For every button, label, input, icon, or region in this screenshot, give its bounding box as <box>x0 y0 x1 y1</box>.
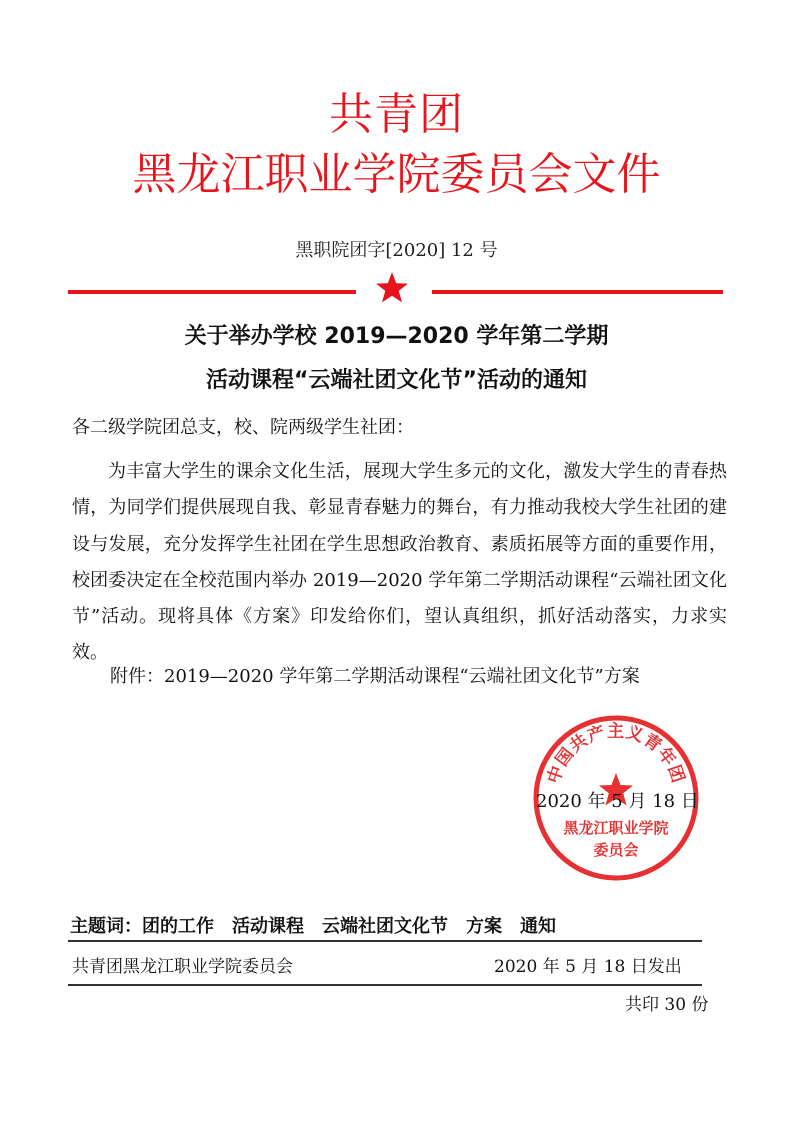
seal-center-line2: 委员会 <box>593 841 639 859</box>
seal-center-line1: 黑龙江职业学院 <box>563 819 669 837</box>
footer-rule-bottom <box>68 984 702 986</box>
issuer: 共青团黑龙江职业学院委员会 <box>72 957 293 977</box>
document-number: 黑职院团字[2020] 12 号 <box>295 240 498 261</box>
red-divider-right <box>432 290 723 294</box>
copies-count: 共印 30 份 <box>625 995 709 1015</box>
issued-date: 2020 年 5 月 18 日发出 <box>494 957 682 977</box>
red-star-icon <box>374 270 410 306</box>
notice-title-line2: 活动课程“云端社团文化节”活动的通知 <box>206 368 587 393</box>
seal-arc-text: 中国共产主义青年团 <box>543 721 689 787</box>
org-title-line2: 黑龙江职业学院委员会文件 <box>132 149 661 200</box>
org-title-line1: 共青团 <box>329 89 464 140</box>
notice-title-line1: 关于举办学校 2019—2020 学年第二学期 <box>184 324 609 349</box>
body-paragraph: 为丰富大学生的课余文化生活，展现大学生多元的文化，激发大学生的青春热情，为同学们提供展现自我、彰显青春魅力的舞台，有力推动我校大学生社团的建设与发展，充分发挥学生社团在学生思想政治教育、素质拓展等方面的重要作用，校团委决定在全校范围内举办 2019—2020 学年第二学期活动课程“云端社团文化节”活动。现将具体《方案》印发给你们，望认真组织，抓好活动落实，力求实效。 <box>72 461 727 664</box>
salutation: 各二级学院团总支，校、院两级学生社团： <box>72 417 414 438</box>
attachment-line: 附件：2019—2020 学年第二学期活动课程“云端社团文化节”方案 <box>110 666 640 687</box>
subject-words: 主题词：团的工作 活动课程 云端社团文化节 方案 通知 <box>70 916 556 937</box>
footer-rule-top <box>68 940 702 942</box>
red-divider-left <box>68 290 356 294</box>
signoff-date: 2020 年 5 月 18 日 <box>536 791 699 812</box>
